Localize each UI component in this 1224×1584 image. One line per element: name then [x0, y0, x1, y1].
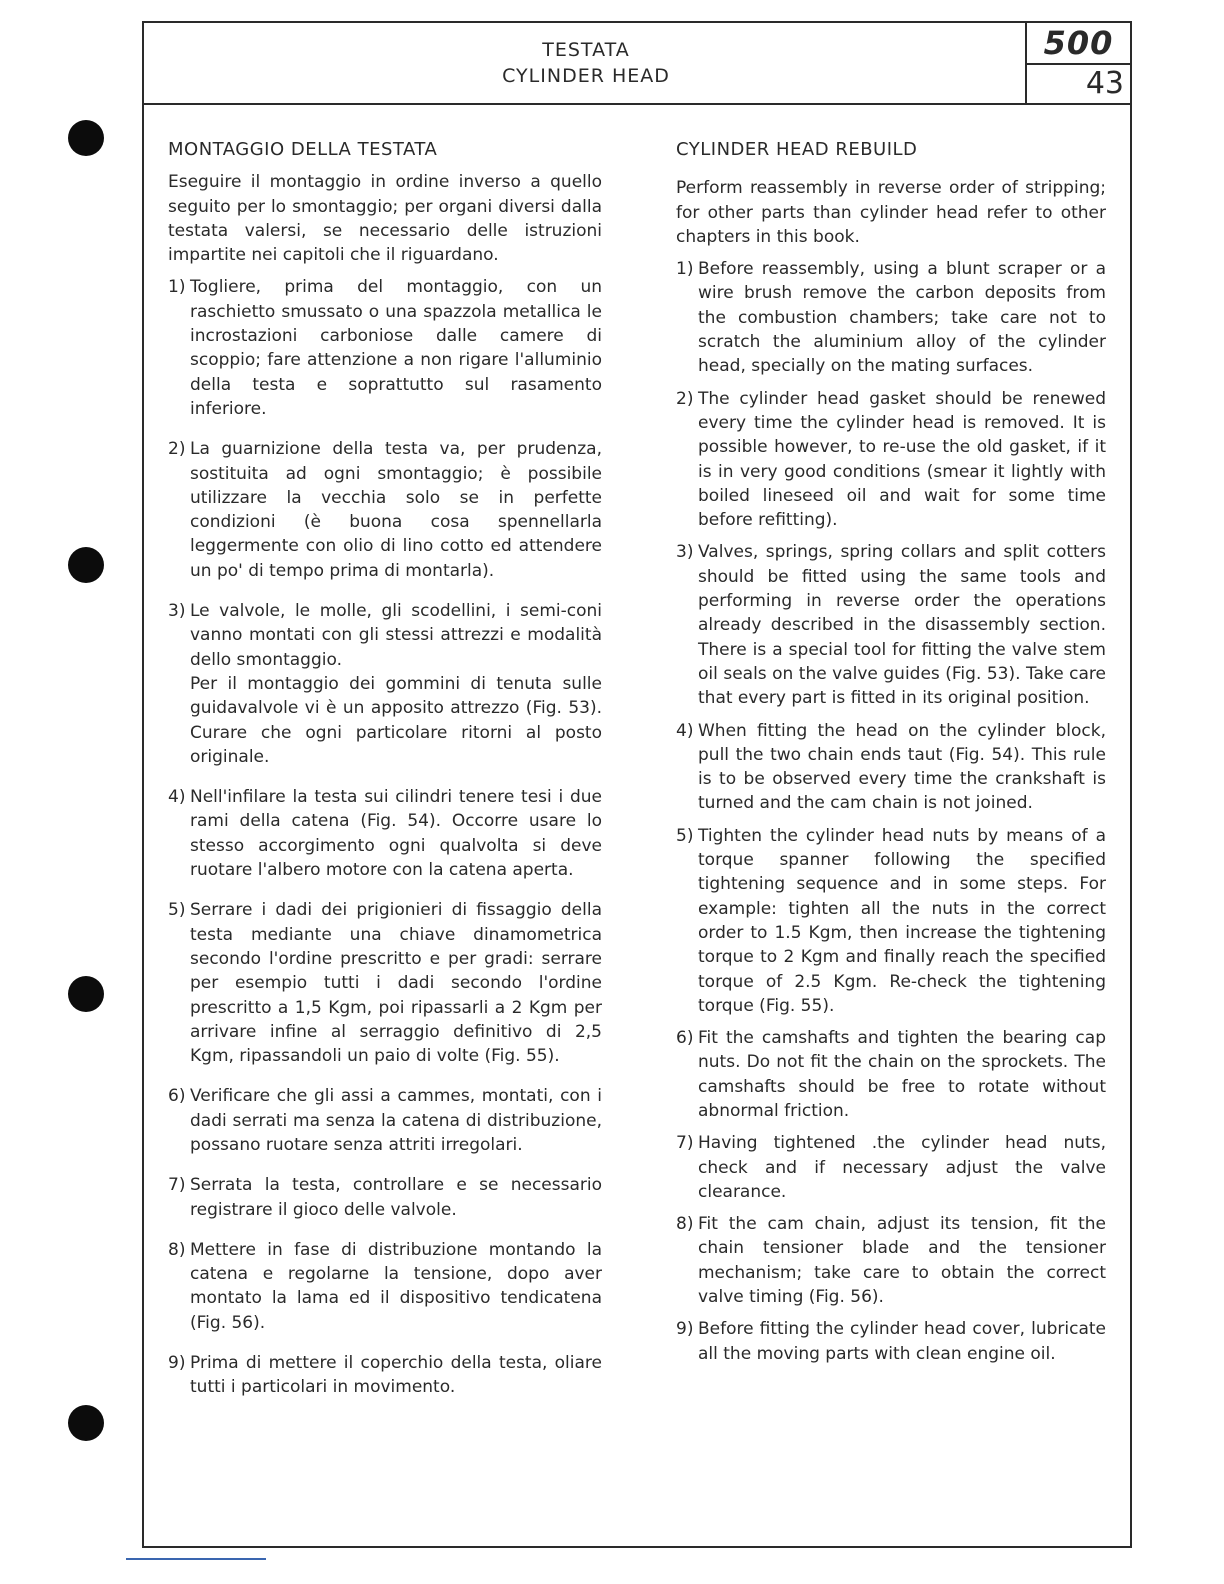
item-number: 2)	[676, 388, 694, 409]
item-number: 2)	[168, 439, 186, 460]
binder-hole	[68, 547, 104, 583]
intro-paragraph: Perform reassembly in reverse order of stripping; for other parts than cylinder head refer to other chapters in this book.	[676, 178, 1106, 247]
item-text: The cylinder head gasket should be renewed every time the cylinder head is removed. It is possible however, to re-use the old gasket, if it is in very good conditions (smear it lightly with boiled lineseed oil and wait for some time before refitting).	[698, 388, 1106, 531]
list-item	[168, 1238, 602, 1335]
list-item	[168, 1084, 602, 1157]
italian-column	[168, 138, 602, 1416]
section-heading-english: CYLINDER HEAD REBUILD	[676, 139, 918, 160]
binder-hole	[68, 120, 104, 156]
item-text: Le valvole, le molle, gli scodellini, i semi-coni vanno montati con gli stessi attrezzi e modalità dello smontaggio.	[190, 601, 602, 670]
list-item	[168, 1173, 602, 1222]
item-number: 7)	[676, 1133, 694, 1154]
item-number: 8)	[168, 1239, 186, 1260]
item-number: 1)	[168, 277, 186, 298]
item-text: Nell'infilare la testa sui cilindri tenere tesi i due rami della catena (Fig. 54). Occorre usare lo stesso accorgimento ogni qualvolta si deve ruotare l'albero motore con la catena aperta.	[190, 787, 602, 881]
logo-box	[1025, 23, 1130, 105]
item-text: Serrata la testa, controllare e se necessario registrare il gioco delle valvole.	[190, 1175, 602, 1220]
title-italian: TESTATA	[542, 39, 630, 61]
list-item	[676, 540, 1106, 710]
list-item	[168, 785, 602, 882]
item-text: Togliere, prima del montaggio, con un raschietto smussato o una spazzola metallica le incrostazioni carboniose dalle camere di scoppio; fare attenzione a non rigare l'alluminio della testa e soprattutto sul rasamento inferiore.	[190, 277, 602, 419]
binder-hole	[68, 1405, 104, 1441]
item-number: 8)	[676, 1214, 694, 1235]
item-number: 1)	[676, 259, 694, 280]
list-item	[676, 257, 1106, 378]
list-item	[676, 1317, 1106, 1366]
item-text: La guarnizione della testa va, per prudenza, sostituita ad ogni smontaggio; è possibile utilizzare la vecchia solo se in perfette condizioni (è buona cosa spennellarla leggermente con olio di lino cotto ed attendere un po' di tempo prima di montarla).	[190, 439, 602, 581]
item-number: 5)	[168, 900, 186, 921]
intro-paragraph: Eseguire il montaggio in ordine inverso a quello seguito per lo smontaggio; per organi diversi dalla testata valersi, se necessario delle istruzioni impartite nei capitoli che il riguardano.	[168, 172, 602, 266]
list-item	[168, 1351, 602, 1400]
header-divider	[144, 103, 1130, 105]
list-item	[676, 719, 1106, 816]
item-number: 3)	[168, 601, 186, 622]
item-text: Serrare i dadi dei prigionieri di fissaggio della testa mediante una chiave dinamometrica secondo l'ordine prescritto e per gradi: serrare per esempio tutti i dadi secondo l'ordine prescritto a 1,5 Kgm, poi ripassarli a 2 Kgm per arrivare infine al serraggio definitivo di 2,5 Kgm, ripassandoli un paio di volte (Fig. 55).	[190, 900, 602, 1067]
item-text-continued: Per il montaggio dei gommini di tenuta sulle guidavalvole vi è un apposito attrezzo (Fig. 53). Curare che ogni particolare ritorni al posto originale.	[190, 673, 602, 767]
binder-hole	[68, 976, 104, 1012]
page-header-titles	[144, 37, 1028, 89]
list-item	[676, 1026, 1106, 1123]
list-item	[676, 1131, 1106, 1204]
list-item	[168, 898, 602, 1068]
item-text: Having tightened .the cylinder head nuts, check and if necessary adjust the valve clearance.	[698, 1133, 1106, 1202]
title-english: CYLINDER HEAD	[502, 65, 670, 87]
model-logo: 500	[1027, 23, 1130, 65]
list-item	[676, 387, 1106, 533]
item-number: 6)	[676, 1028, 694, 1049]
item-number: 7)	[168, 1175, 186, 1196]
item-number: 3)	[676, 542, 694, 563]
list-item	[168, 599, 602, 769]
section-heading-italian: MONTAGGIO DELLA TESTATA	[168, 139, 438, 160]
item-number: 9)	[168, 1353, 186, 1374]
english-column	[676, 138, 1106, 1374]
item-text: Before fitting the cylinder head cover, lubricate all the moving parts with clean engine oil.	[698, 1319, 1106, 1364]
item-number: 4)	[676, 720, 694, 741]
item-number: 9)	[676, 1319, 694, 1340]
item-number: 5)	[676, 825, 694, 846]
item-text: When fitting the head on the cylinder block, pull the two chain ends taut (Fig. 54). This rule is to be observed every time the crankshaft is turned and the cam chain is not joined.	[698, 720, 1106, 814]
list-item	[168, 437, 602, 583]
scan-mark-line	[126, 1558, 266, 1560]
item-text: Fit the camshafts and tighten the bearing cap nuts. Do not fit the chain on the sprockets. The camshafts should be free to rotate without abnormal friction.	[698, 1028, 1106, 1121]
item-text: Before reassembly, using a blunt scraper or a wire brush remove the carbon deposits from the combustion chambers; take care not to scratch the aluminium alloy of the cylinder head, specially on the mating surfaces.	[698, 259, 1106, 377]
item-number: 4)	[168, 787, 186, 808]
item-number: 6)	[168, 1086, 186, 1107]
item-text: Verificare che gli assi a cammes, montati, con i dadi serrati ma senza la catena di distribuzione, possano ruotare senza attriti irregolari.	[190, 1086, 602, 1155]
item-text-group	[190, 599, 602, 769]
item-text: Valves, springs, spring collars and split cotters should be fitted using the same tools and performing in reverse order the operations already described in the disassembly section. There is a special tool for fitting the valve stem oil seals on the valve guides (Fig. 53). Take care that every part is fitted in its original position.	[698, 542, 1106, 709]
list-item	[676, 824, 1106, 1018]
page-number: 43	[1085, 66, 1124, 101]
item-text: Prima di mettere il coperchio della testa, oliare tutti i particolari in movimento.	[190, 1353, 602, 1398]
item-text: Mettere in fase di distribuzione montando la catena e regolarne la tensione, dopo aver montato la lama ed il dispositivo tendicatena (Fig. 56).	[190, 1239, 602, 1333]
item-text: Tighten the cylinder head nuts by means of a torque spanner following the specified tightening sequence and in some steps. For example: tighten all the nuts in the correct order to 1.5 Kgm, then increase the tightening torque to 2 Kgm and finally reach the specified torque of 2.5 Kgm. Re-check the tightening torque (Fig. 55).	[698, 825, 1106, 1016]
list-item	[676, 1212, 1106, 1309]
item-text: Fit the cam chain, adjust its tension, fit the chain tensioner blade and the tensioner mechanism; take care to obtain the correct valve timing (Fig. 56).	[698, 1214, 1106, 1308]
list-item	[168, 275, 602, 421]
